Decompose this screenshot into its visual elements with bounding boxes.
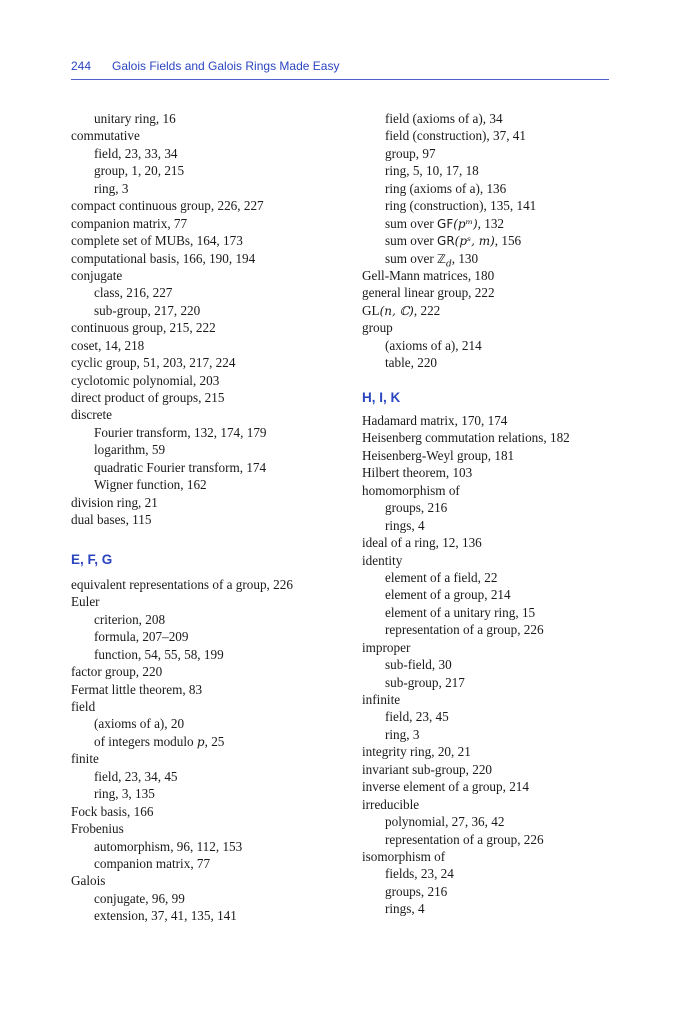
index-entry: rings, 4 bbox=[385, 517, 425, 533]
index-entry: Gell-Mann matrices, 180 bbox=[362, 267, 495, 283]
index-entry: conjugate, 96, 99 bbox=[94, 890, 185, 906]
index-entry: division ring, 21 bbox=[71, 494, 158, 510]
index-entry: field, 23, 45 bbox=[385, 709, 449, 725]
index-entry: ring (axioms of a), 136 bbox=[385, 180, 507, 196]
index-entry: companion matrix, 77 bbox=[94, 855, 211, 871]
index-entry: groups, 216 bbox=[385, 883, 448, 899]
page-number: 244 bbox=[71, 59, 92, 73]
index-entry: inverse element of a group, 214 bbox=[362, 779, 529, 795]
index-entry: field, 23, 33, 34 bbox=[94, 145, 178, 161]
index-entry: sub-field, 30 bbox=[385, 657, 452, 673]
index-entry: Fourier transform, 132, 174, 179 bbox=[94, 424, 267, 440]
index-entry: element of a field, 22 bbox=[385, 569, 498, 585]
section-heading-hik: H, I, K bbox=[362, 389, 401, 405]
index-entry: compact continuous group, 226, 227 bbox=[71, 198, 264, 214]
index-entry: automorphism, 96, 112, 153 bbox=[94, 838, 243, 854]
index-entry-sum-gf: sum over GF(pᵐ), 132 bbox=[385, 215, 504, 231]
index-entry: criterion, 208 bbox=[94, 611, 166, 627]
index-entry-sum-zd: sum over ℤ$_d$, 130 bbox=[385, 250, 479, 270]
index-entry: unitary ring, 16 bbox=[94, 111, 176, 126]
index-entry: factor group, 220 bbox=[71, 664, 163, 680]
index-entry: rings, 4 bbox=[385, 901, 425, 917]
index-entry: identity bbox=[362, 552, 403, 568]
index-entry: logarithm, 59 bbox=[94, 442, 166, 458]
index-entry: function, 54, 55, 58, 199 bbox=[94, 646, 224, 662]
index-entry: field (construction), 37, 41 bbox=[385, 128, 526, 144]
index-entry: Frobenius bbox=[71, 821, 124, 837]
index-entry: cyclotomic polynomial, 203 bbox=[71, 372, 220, 388]
index-entry: companion matrix, 77 bbox=[71, 215, 188, 231]
index-entry: computational basis, 166, 190, 194 bbox=[71, 250, 256, 266]
index-entry: ring, 5, 10, 17, 18 bbox=[385, 163, 479, 179]
running-header bbox=[71, 57, 609, 80]
index-entry: representation of a group, 226 bbox=[385, 622, 544, 638]
index-entry: general linear group, 222 bbox=[362, 285, 495, 301]
index-entry: formula, 207–209 bbox=[94, 629, 189, 645]
entry-group bbox=[71, 110, 351, 529]
index-entry: isomorphism of bbox=[362, 848, 446, 864]
index-entry: sub-group, 217 bbox=[385, 674, 465, 690]
index-entry: equivalent representations of a group, 226 bbox=[71, 576, 293, 592]
index-entry: Heisenberg-Weyl group, 181 bbox=[362, 447, 515, 463]
index-entry: cyclic group, 51, 203, 217, 224 bbox=[71, 355, 236, 371]
index-entry: Wigner function, 162 bbox=[94, 477, 207, 493]
index-entry: representation of a group, 226 bbox=[385, 831, 544, 847]
index-entry: Fock basis, 166 bbox=[71, 803, 154, 819]
index-entry: (axioms of a), 214 bbox=[385, 337, 482, 353]
index-column-right bbox=[362, 110, 642, 918]
index-entry: group, 97 bbox=[385, 145, 436, 161]
index-entry: extension, 37, 41, 135, 141 bbox=[94, 908, 237, 924]
index-entry: coset, 14, 218 bbox=[71, 337, 145, 353]
index-entry: improper bbox=[362, 639, 411, 655]
index-entry-gl: GL(n, ℂ), 222 bbox=[362, 302, 441, 318]
index-entry: ring, 3 bbox=[94, 180, 129, 196]
entry-group bbox=[362, 319, 642, 371]
entry-group bbox=[362, 267, 642, 302]
index-entry: ring (construction), 135, 141 bbox=[385, 198, 537, 214]
index-entry: irreducible bbox=[362, 796, 420, 812]
index-entry: homomorphism of bbox=[362, 482, 460, 498]
index-entry: (axioms of a), 20 bbox=[94, 716, 185, 732]
entry-group bbox=[362, 412, 642, 918]
index-entry: Hadamard matrix, 170, 174 bbox=[362, 413, 508, 428]
index-entry: invariant sub-group, 220 bbox=[362, 761, 493, 777]
index-entry: field bbox=[71, 699, 96, 714]
index-entry: field (axioms of a), 34 bbox=[385, 111, 503, 126]
index-entry: infinite bbox=[362, 692, 401, 707]
index-entry: quadratic Fourier transform, 174 bbox=[94, 459, 267, 475]
index-entry: element of a unitary ring, 15 bbox=[385, 604, 536, 620]
index-entry: integrity ring, 20, 21 bbox=[362, 744, 471, 760]
index-entry: direct product of groups, 215 bbox=[71, 390, 225, 405]
index-entry: discrete bbox=[71, 407, 113, 423]
index-entry: class, 216, 227 bbox=[94, 285, 173, 301]
index-entry: ring, 3, 135 bbox=[94, 786, 155, 802]
index-entry: sub-group, 217, 220 bbox=[94, 302, 201, 318]
index-entry: dual bases, 115 bbox=[71, 512, 152, 528]
index-entry: field, 23, 34, 45 bbox=[94, 768, 178, 784]
entry-group bbox=[362, 110, 642, 215]
index-entry: Hilbert theorem, 103 bbox=[362, 465, 473, 481]
index-entry: ring, 3 bbox=[385, 726, 420, 742]
index-entry: Fermat little theorem, 83 bbox=[71, 681, 203, 697]
index-entry: Galois bbox=[71, 873, 106, 889]
index-entry: fields, 23, 24 bbox=[385, 866, 454, 882]
index-entry: Heisenberg commutation relations, 182 bbox=[362, 430, 570, 446]
book-title: Galois Fields and Galois Rings Made Easy bbox=[112, 59, 340, 73]
index-entry: of integers modulo p, 25 bbox=[94, 733, 225, 749]
section-heading-efg: E, F, G bbox=[71, 551, 113, 567]
index-entry: groups, 216 bbox=[385, 500, 448, 516]
index-entry: group bbox=[362, 320, 393, 336]
index-entry: complete set of MUBs, 164, 173 bbox=[71, 233, 243, 249]
index-entry: ideal of a ring, 12, 136 bbox=[362, 535, 482, 551]
index-entry: element of a group, 214 bbox=[385, 587, 511, 603]
index-column-left bbox=[71, 110, 351, 925]
index-entry: commutative bbox=[71, 128, 140, 144]
index-entry: Euler bbox=[71, 594, 100, 610]
index-entry: finite bbox=[71, 751, 99, 767]
entry-group bbox=[71, 576, 351, 925]
index-entry: continuous group, 215, 222 bbox=[71, 320, 216, 336]
index-entry: table, 220 bbox=[385, 355, 438, 371]
index-entry: group, 1, 20, 215 bbox=[94, 163, 185, 179]
index-entry: conjugate bbox=[71, 267, 123, 283]
index-entry: polynomial, 27, 36, 42 bbox=[385, 814, 505, 830]
index-entry-sum-gr: sum over GR(pˢ, m), 156 bbox=[385, 233, 522, 249]
